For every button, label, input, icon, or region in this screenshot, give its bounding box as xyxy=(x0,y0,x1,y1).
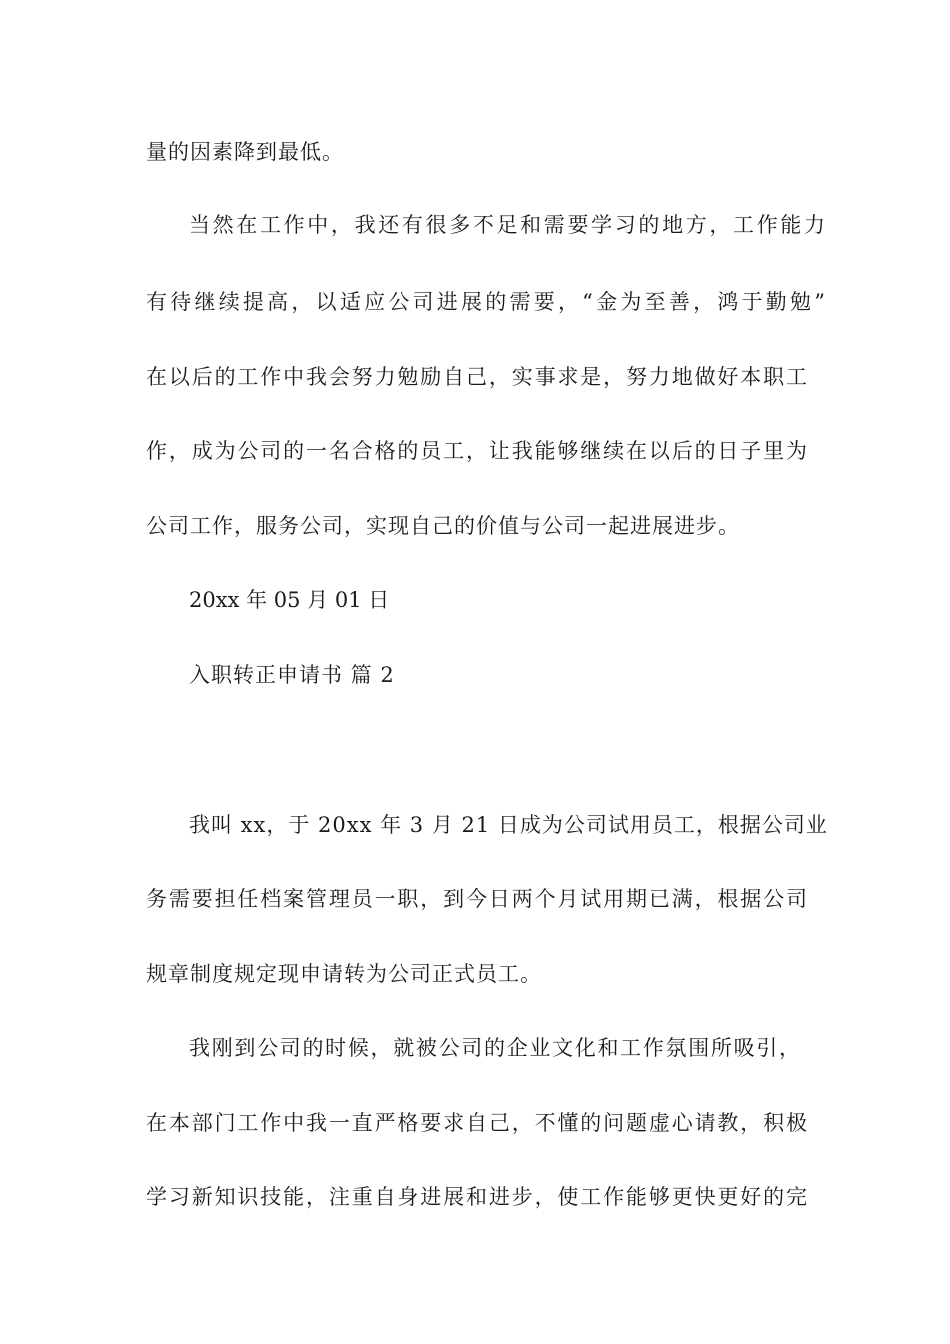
paragraph-line: 作，成为公司的一名合格的员工，让我能够继续在以后的日子里为 xyxy=(146,439,808,463)
date-line: 20xx 年 05 月 01 日 xyxy=(189,588,390,612)
paragraph-line: 在以后的工作中我会努力勉励自己，实事求是，努力地做好本职工 xyxy=(146,365,808,389)
paragraph-line: 在本部门工作中我一直严格要求自己，不懂的问题虚心请教，积极 xyxy=(146,1111,808,1135)
paragraph-line: 公司工作，服务公司，实现自己的价值与公司一起进展进步。 xyxy=(146,514,740,538)
paragraph-line: 学习新知识技能，注重自身进展和进步，使工作能够更快更好的完 xyxy=(146,1185,808,1209)
paragraph-line: 当然在工作中，我还有很多不足和需要学习的地方，工作能力 xyxy=(189,213,826,237)
section-title: 入职转正申请书 篇 2 xyxy=(189,663,395,687)
paragraph-line: 我叫 xx，于 20xx 年 3 月 21 日成为公司试用员工，根据公司业 xyxy=(189,813,828,837)
paragraph-line: 规章制度规定现申请转为公司正式员工。 xyxy=(146,962,542,986)
paragraph-line: 有待继续提高，以适应公司进展的需要，“金为至善，鸿于勤勉” xyxy=(146,290,826,314)
paragraph-line: 量的因素降到最低。 xyxy=(146,140,344,164)
paragraph-line: 我刚到公司的时候，就被公司的企业文化和工作氛围所吸引， xyxy=(189,1036,801,1060)
paragraph-line: 务需要担任档案管理员一职，到今日两个月试用期已满，根据公司 xyxy=(146,887,808,911)
